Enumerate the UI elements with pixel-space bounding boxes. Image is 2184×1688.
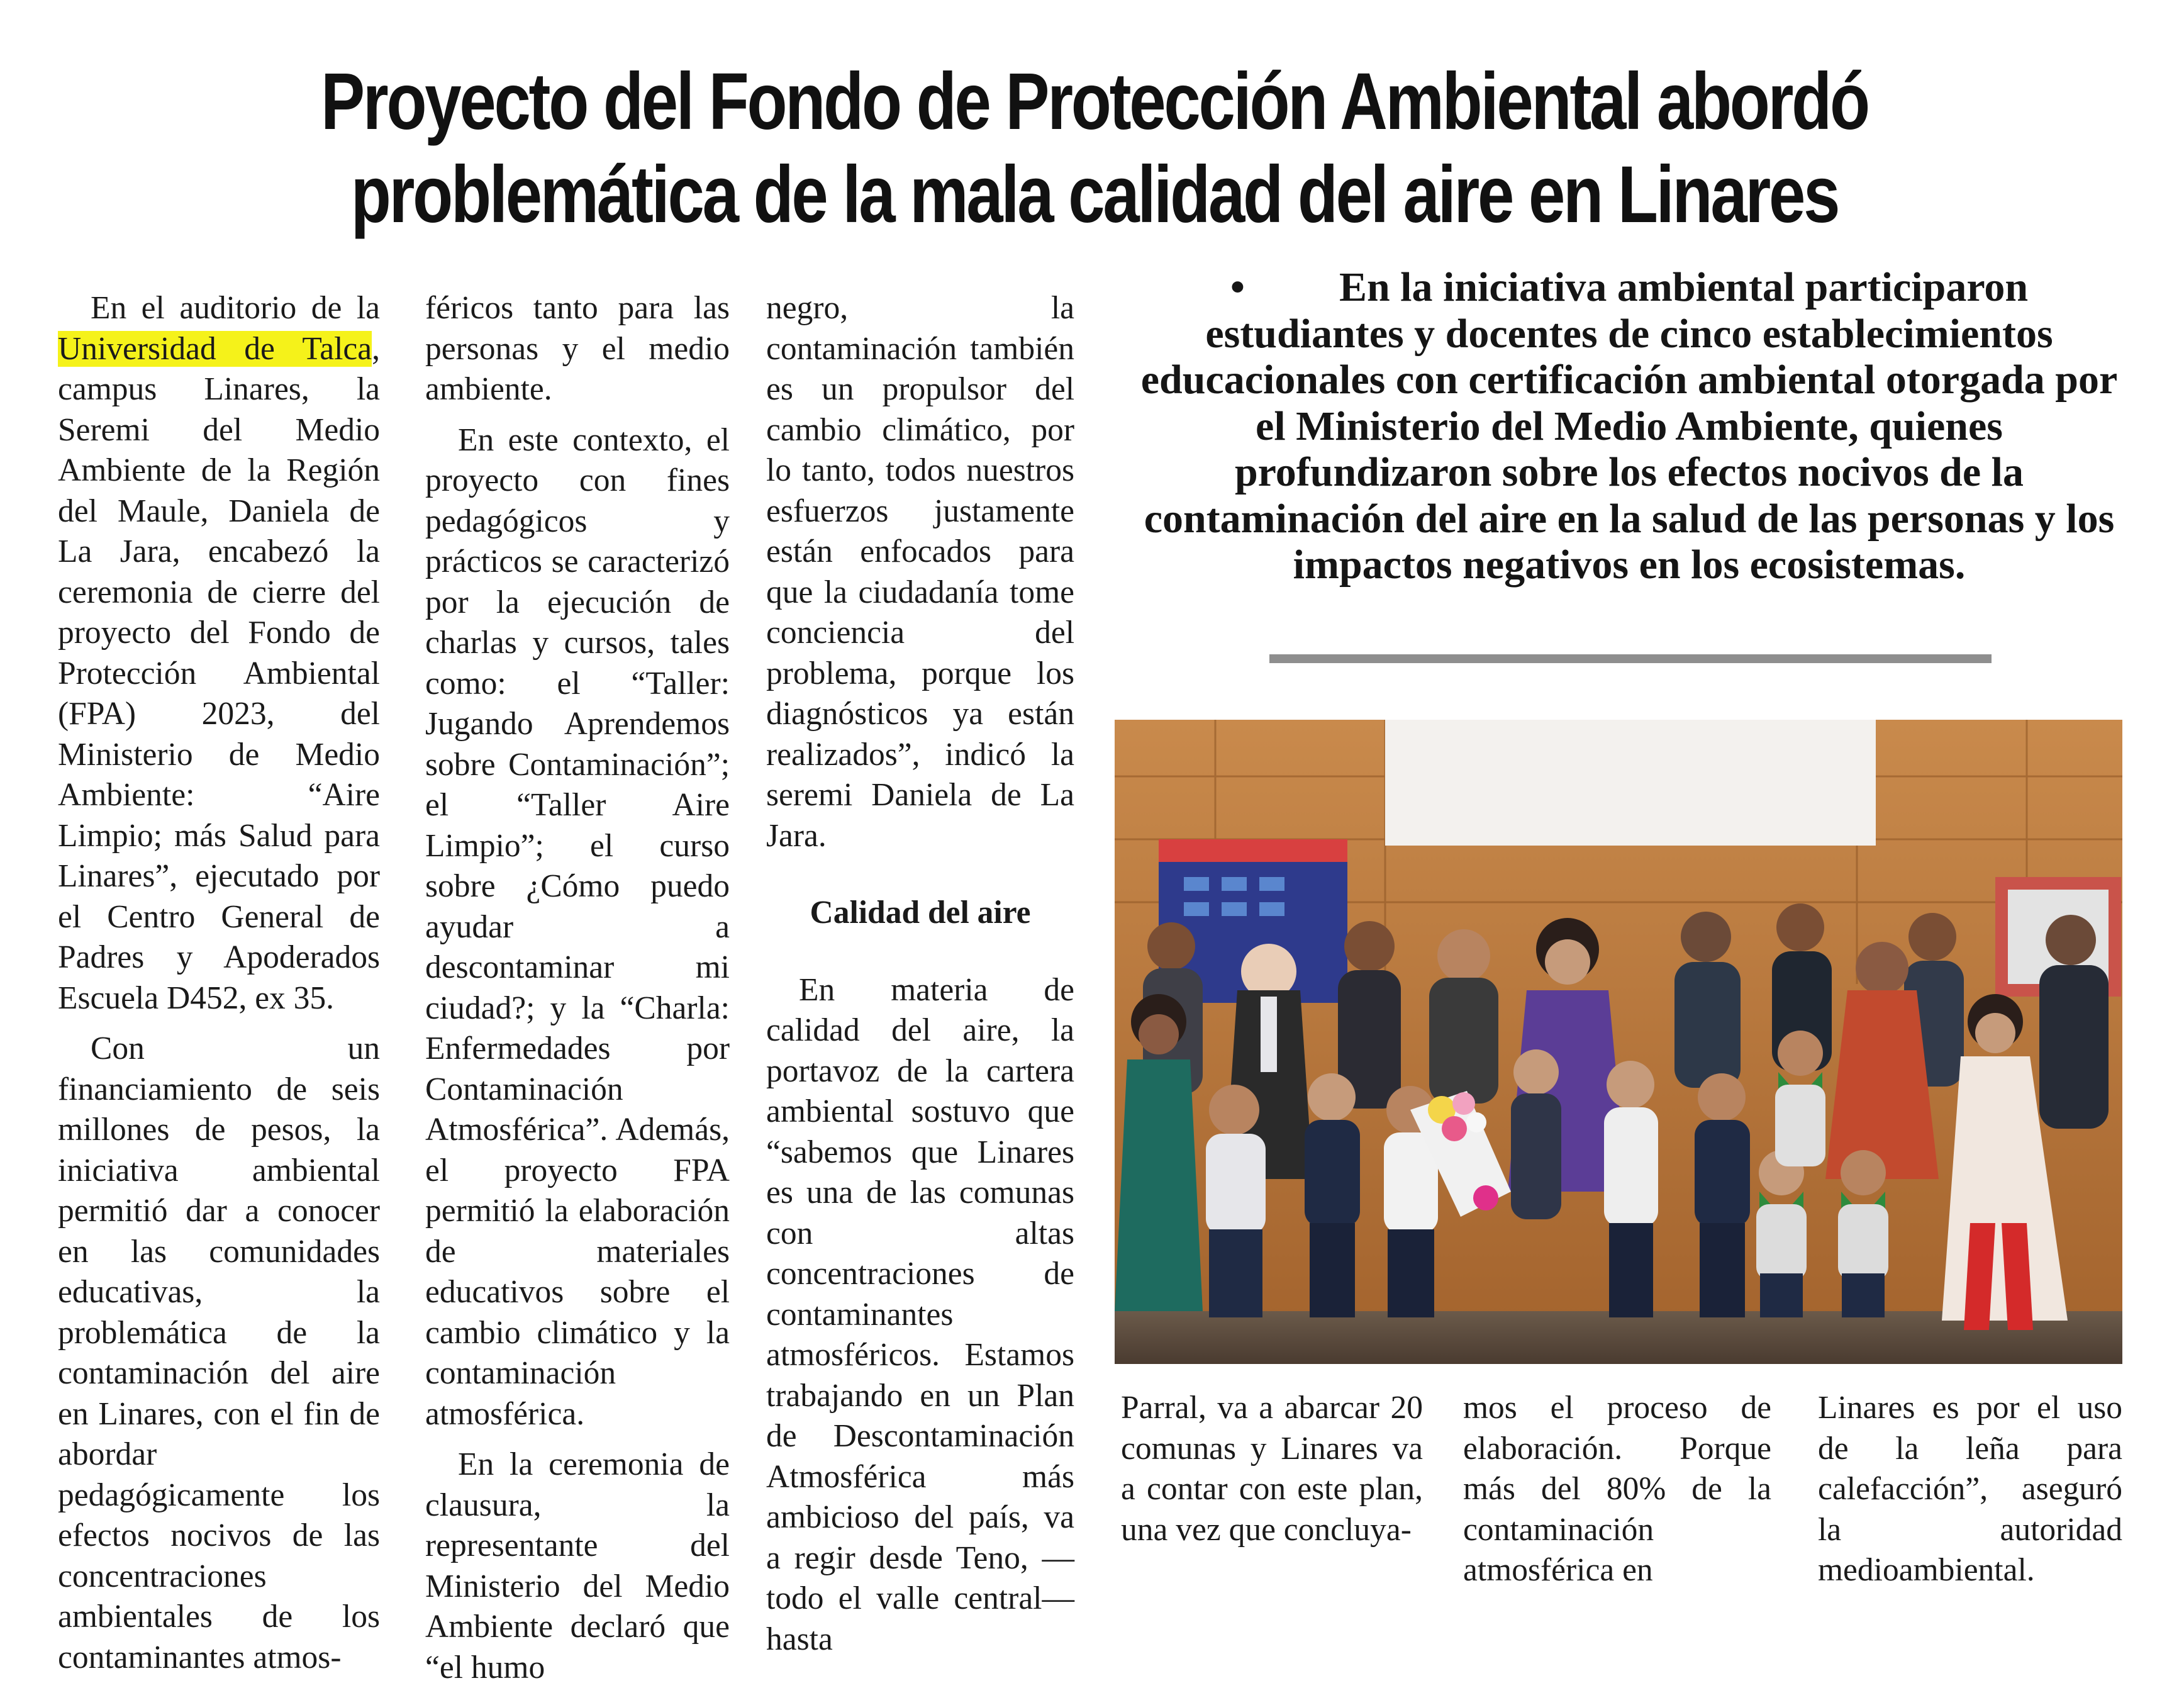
- paragraph-continuation-4: mos el proceso de elaboración. Porque más del 80% de la contaminación atmosférica en: [1463, 1390, 1771, 1588]
- headline-line-1: Proyecto del Fondo de Protección Ambiental abordó: [321, 57, 1868, 147]
- article-column-1: [58, 288, 380, 1678]
- people-group-icon: [1115, 720, 2122, 1364]
- article-column-3: [766, 288, 1074, 1660]
- article-column-2: [425, 288, 730, 1688]
- paragraph-continuation-3: Parral, va a abarcar 20 comunas y Linares va a contar con este plan, una vez que concluya-: [1121, 1390, 1423, 1548]
- paragraph-funding: Con un financiamiento de seis millones de pesos, la iniciativa ambiental permitió dar a conocer en las comunidades educativas, la problemática de la contaminación del aire en Linares, con el fin de abordar pedagógicamente los efectos nocivos de las concentraciones ambientales de los contaminantes atmos-: [58, 1031, 380, 1675]
- headline-line-2: problemática de la mala calidad del aire en Linares: [350, 150, 1839, 240]
- paragraph-continuation-5: Linares es por el uso de la leña para calefacción”, aseguró la autoridad medioambiental.: [1818, 1390, 2122, 1588]
- paragraph-context: En este contexto, el proyecto con fines pedagógicos y prácticos se caracterizó por la ejecución de charlas y cursos, tales como: el “Taller: Jugando Aprendemos sobre Contaminación”; el “Taller Aire Limpio”; el curso sobre ¿Cómo puedo ayudar a descontaminar mi ciudad?; y la “Charla: Enfermedades por Contaminación Atmosférica”. Además, el proyecto FPA permitió la elaboración de materiales educativos sobre el cambio climático y la contaminación atmosférica.: [425, 422, 730, 1432]
- highlighted-university-name: Universidad de Talca: [58, 330, 372, 367]
- paragraph-continuation-1: féricos tanto para las personas y el medio ambiente.: [425, 290, 730, 407]
- paragraph-air-quality: En materia de calidad del aire, la portavoz de la cartera ambiental sostuvo que “sabemos que Linares es una de las comunas con altas concentraciones de contaminantes atmosféricos. Estamos trabajando en un Plan de Descontaminación Atmosférica más ambicioso del país, va a regir desde Teno, —todo el valle central— hasta: [766, 971, 1074, 1657]
- headline: [259, 55, 1930, 242]
- group-photo: [1115, 720, 2122, 1364]
- paragraph-intro: En el auditorio de la Universidad de Talca, campus Linares, la Seremi del Medio Ambiente de la Región del Maule, Daniela de La Jara, encabezó la ceremonia de cierre del proyecto del Fondo de Protección Ambiental (FPA) 2023, del Ministerio de Medio Ambiente: “Aire Limpio; más Salud para Linares”, ejecutado por el Centro General de Padres y Apoderados Escuela D452, ex 35.: [58, 290, 380, 1016]
- summary-text: En la iniciativa ambiental participaron estudiantes y docentes de cinco establecimientos educacionales con certificación ambiental otorgada por el Ministerio del Medio Ambiente, quienes profundizaron sobre los efectos nocivos de la contaminación del aire en la salud de las personas y los impactos negativos en los ecosistemas.: [1140, 264, 2118, 588]
- paragraph-ceremony: En la ceremonia de clausura, la representante del Ministerio del Medio Ambiente declaró que “el humo: [425, 1446, 730, 1685]
- article-column-6: [1818, 1388, 2122, 1591]
- paragraph-continuation-2: negro, la contaminación también es un propulsor del cambio climático, por lo tanto, todos nuestros esfuerzos justamente están enfocados para que la ciudadanía tome conciencia del problema, porque los diagnósticos ya están realizados”, indicó la seremi Daniela de La Jara.: [766, 290, 1074, 854]
- subheading-air-quality: Calidad del aire: [810, 895, 1031, 931]
- divider-rule: [1269, 654, 1992, 663]
- article-column-4: [1121, 1388, 1423, 1550]
- bullet-icon: •: [1230, 264, 1245, 310]
- article-column-5: [1463, 1388, 1771, 1591]
- summary-deck: [1126, 264, 2132, 588]
